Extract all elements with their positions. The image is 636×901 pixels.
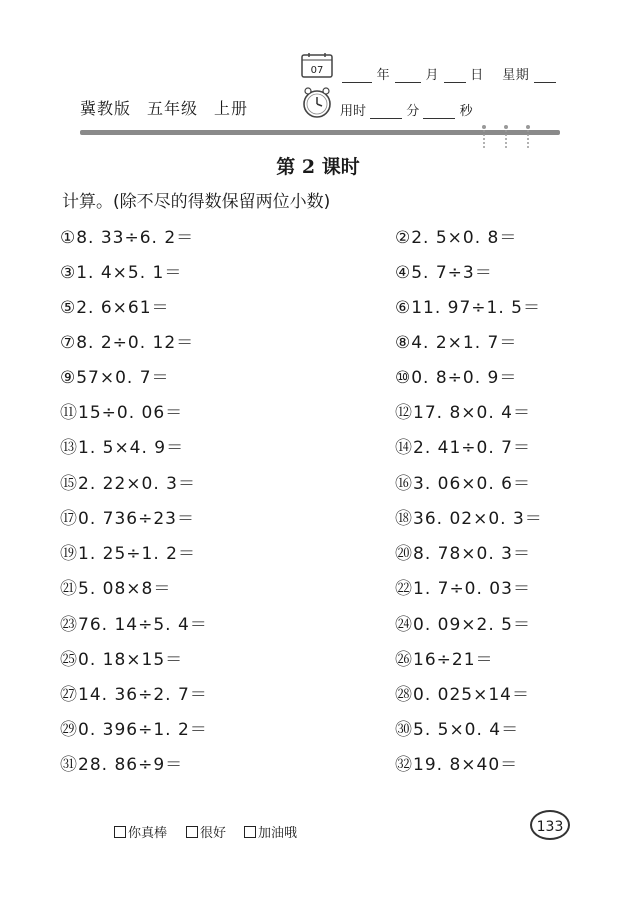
grade-label: 五年级 (147, 99, 199, 118)
problem-20: ⑳8. 78×0. 3＝ (395, 544, 531, 564)
rating-option-3[interactable] (244, 822, 297, 841)
problem-7: ⑦8. 2÷0. 12＝ (60, 333, 195, 353)
rating-option-1[interactable] (114, 822, 167, 841)
problem-19: ⑲1. 25÷1. 2＝ (60, 544, 196, 564)
calendar-number: 07 (310, 65, 324, 76)
problem-8: ⑧4. 2×1. 7＝ (395, 333, 518, 353)
rating-label-3: 加油哦 (258, 826, 298, 841)
problem-23: ㉓76. 14÷5. 4＝ (60, 615, 208, 635)
publisher-label: 冀教版 (80, 99, 132, 118)
problem-18: ⑱36. 02×0. 3＝ (395, 509, 543, 529)
problem-16: ⑯3. 06×0. 6＝ (395, 474, 531, 494)
problem-25: ㉕0. 18×15＝ (60, 650, 184, 670)
year-label: 年 (376, 68, 391, 83)
problem-31: ㉛28. 86÷9＝ (60, 755, 184, 775)
problem-6: ⑥11. 97÷1. 5＝ (395, 298, 541, 318)
problem-28: ㉘0. 025×14＝ (395, 685, 530, 705)
problem-24: ㉔0. 09×2. 5＝ (395, 615, 531, 635)
problem-26: ㉖16÷21＝ (395, 650, 494, 670)
day-blank[interactable] (444, 70, 466, 83)
rating-label-2: 很好 (200, 826, 227, 841)
month-blank[interactable] (395, 70, 421, 83)
rating-checkbox-1[interactable] (114, 826, 126, 838)
problem-32: ㉜19. 8×40＝ (395, 755, 519, 775)
problem-29: ㉙0. 396÷1. 2＝ (60, 720, 208, 740)
seconds-blank[interactable] (423, 106, 455, 119)
minutes-blank[interactable] (370, 106, 402, 119)
time-used-label: 用时 (340, 104, 367, 119)
rating-checkbox-2[interactable] (186, 826, 198, 838)
problem-2: ②2. 5×0. 8＝ (395, 228, 518, 248)
lesson-title: 第 2 课时 (276, 156, 360, 178)
problem-10: ⑩0. 8÷0. 9＝ (395, 368, 518, 388)
problem-13: ⑬1. 5×4. 9＝ (60, 438, 185, 458)
problem-9: ⑨57×0. 7＝ (60, 368, 170, 388)
rule-decoration-icon (478, 124, 538, 152)
problem-17: ⑰0. 736÷23＝ (60, 509, 195, 529)
time-used-fields (340, 100, 473, 119)
problem-11: ⑪15÷0. 06＝ (60, 403, 184, 423)
calendar-icon (301, 52, 333, 78)
rating-label-1: 你真棒 (128, 826, 168, 841)
problem-3: ③1. 4×5. 1＝ (60, 263, 183, 283)
month-label: 月 (425, 68, 439, 83)
rating-checkbox-3[interactable] (244, 826, 256, 838)
problem-22: ㉒1. 7÷0. 03＝ (395, 579, 531, 599)
problem-12: ⑫17. 8×0. 4＝ (395, 403, 531, 423)
problem-5: ⑤2. 6×61＝ (60, 298, 170, 318)
problem-4: ④5. 7÷3＝ (395, 263, 493, 283)
seconds-label: 秒 (459, 104, 473, 119)
date-fields (342, 64, 556, 83)
minutes-label: 分 (406, 104, 420, 119)
page-number: 133 (530, 810, 570, 840)
instruction: 计算。(除不尽的得数保留两位小数) (62, 192, 331, 212)
problem-14: ⑭2. 41÷0. 7＝ (395, 438, 531, 458)
rating-option-2[interactable] (186, 822, 226, 841)
book-title (80, 96, 264, 119)
problem-15: ⑮2. 22×0. 3＝ (60, 474, 196, 494)
problem-27: ㉗14. 36÷2. 7＝ (60, 685, 208, 705)
problem-30: ㉚5. 5×0. 4＝ (395, 720, 520, 740)
weekday-label: 星期 (502, 68, 530, 83)
problem-21: ㉑5. 08×8＝ (60, 579, 172, 599)
clock-icon (300, 86, 334, 120)
volume-label: 上册 (214, 99, 249, 118)
day-label: 日 (470, 68, 484, 83)
problem-1: ①8. 33÷6. 2＝ (60, 228, 195, 248)
weekday-blank[interactable] (534, 70, 556, 83)
year-blank[interactable] (342, 70, 372, 83)
